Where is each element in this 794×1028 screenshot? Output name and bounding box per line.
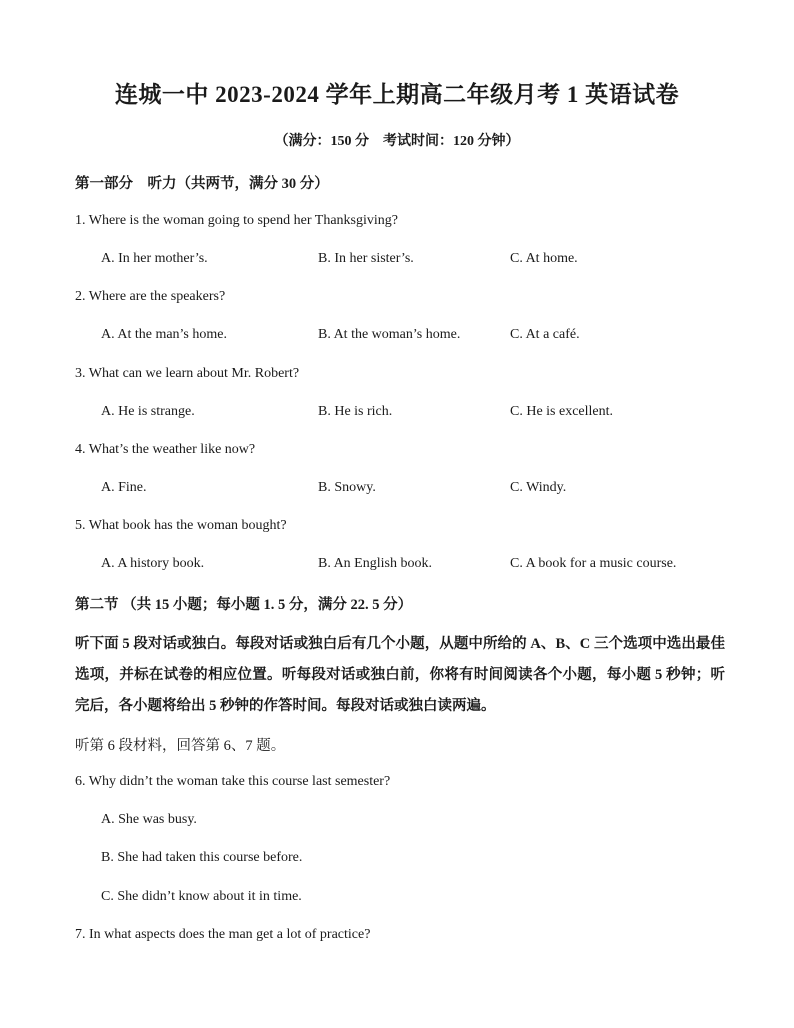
question-1: 1. Where is the woman going to spend her Thanksgiving? [75,213,398,228]
question-5: 5. What book has the woman bought? [75,518,287,533]
q1-option-b: B. In her sister’s. [318,251,414,266]
q1-option-a: A. In her mother’s. [101,251,208,266]
exam-subtitle: （满分：150 分 考试时间：120 分钟） [274,134,520,149]
q6-option-c: C. She didn’t know about it in time. [101,889,302,904]
listen-6-instruction: 听第 6 段材料，回答第 6、7 题。 [75,738,286,754]
q2-option-c: C. At a café. [510,327,580,342]
part1-heading: 第一部分 听力（共两节，满分 30 分） [75,176,329,192]
q4-option-a: A. Fine. [101,480,147,495]
exam-title: 连城一中 2023-2024 学年上期高二年级月考 1 英语试卷 [114,82,680,107]
question-4: 4. What’s the weather like now? [75,442,256,457]
question-6: 6. Why didn’t the woman take this course last semester? [75,774,391,789]
question-3: 3. What can we learn about Mr. Robert? [75,366,300,381]
q2-option-b: B. At the woman’s home. [318,327,461,342]
section2-heading: 第二节 （共 15 小题；每小题 1. 5 分，满分 22. 5 分） [75,597,413,613]
q6-option-b: B. She had taken this course before. [101,850,303,865]
q5-option-a: A. A history book. [101,556,205,571]
question-7: 7. In what aspects does the man get a lot of practice? [75,927,371,942]
q3-option-a: A. He is strange. [101,404,195,419]
section2-instructions: 听下面 5 段对话或独白。每段对话或独白后有几个小题，从题中所给的 A、B、C 三个选项中选出最佳选项，并标在试卷的相应位置。听每段对话或独白前，你将有时间阅读各个小题，每小题 5 秒钟；听完后，各小题将给出 5 秒钟的作答时间。每段对话或独白读两遍。 [75,636,725,714]
q5-option-c: C. A book for a music course. [510,556,677,571]
question-2: 2. Where are the speakers? [75,289,226,304]
q4-option-b: B. Snowy. [318,480,376,495]
q5-option-b: B. An English book. [318,556,432,571]
q4-option-c: C. Windy. [510,480,567,495]
q1-option-c: C. At home. [510,251,578,266]
q3-option-c: C. He is excellent. [510,404,614,419]
q3-option-b: B. He is rich. [318,404,393,419]
q2-option-a: A. At the man’s home. [101,327,227,342]
q6-option-a: A. She was busy. [101,812,197,827]
